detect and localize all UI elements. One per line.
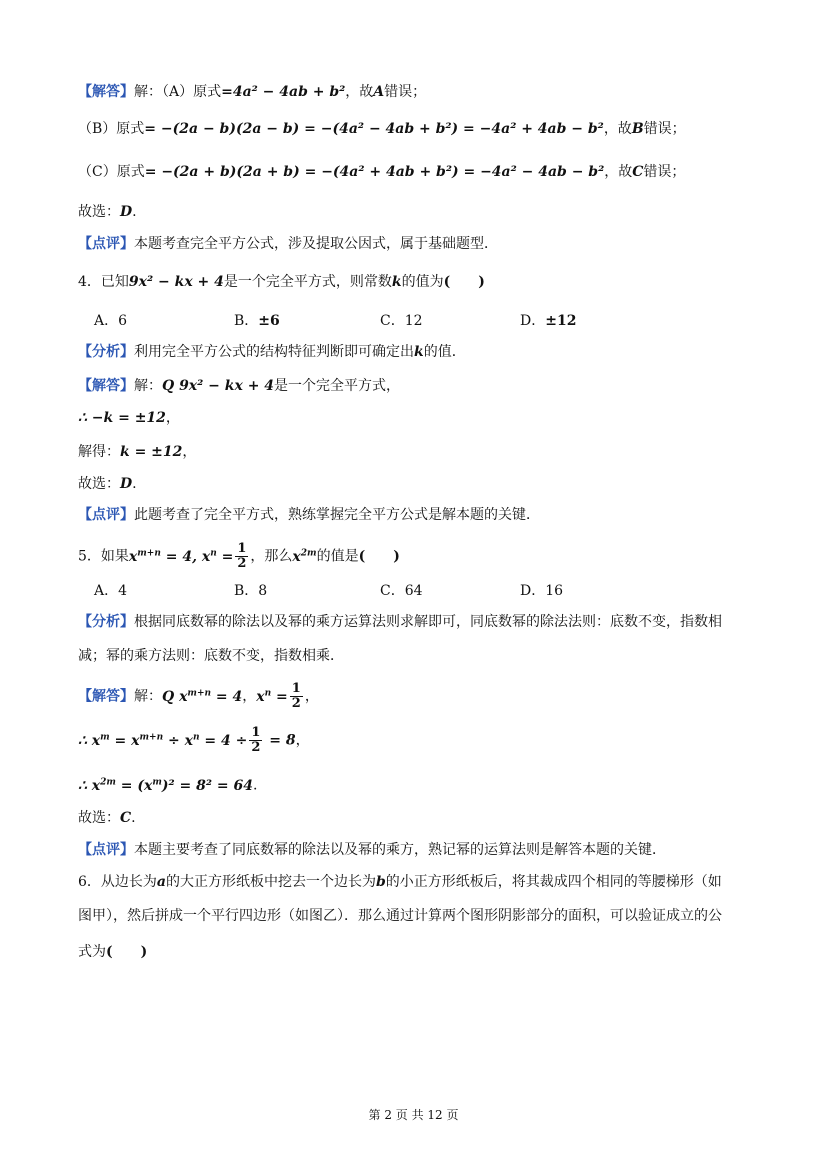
math-part: ÷ x [163, 732, 193, 749]
q5-option-c: C．64 [380, 583, 423, 599]
text: . [253, 777, 258, 794]
q5-option-a: A．4 [94, 583, 128, 599]
text: ，故 [603, 121, 632, 137]
answer-line-a [78, 82, 426, 102]
text: 故选： [78, 810, 120, 826]
math-variable: b [376, 874, 386, 890]
text: ，故 [345, 84, 374, 100]
math-part: x [128, 548, 138, 565]
math-variable: A [373, 84, 385, 100]
analysis-tag: 【分析】 [78, 344, 134, 360]
math-value: ±6 [258, 313, 280, 329]
text: 解： [134, 688, 162, 705]
math-variable: C [632, 164, 644, 180]
fraction [235, 542, 248, 571]
text: 故选： [78, 476, 120, 492]
text: D． [520, 313, 546, 329]
analysis-line [78, 342, 466, 362]
math-variable: k [391, 274, 402, 290]
fraction [249, 726, 262, 755]
denominator: 2 [237, 556, 247, 572]
step-line [78, 442, 196, 462]
numerator: 1 [251, 725, 261, 741]
text: 的值为 [401, 274, 444, 290]
text: 错误； [384, 84, 427, 100]
exponent: n [192, 732, 200, 742]
text: 根据同底数幂的除法以及幂的乘方运算法则求解即可，同底数幂的除法法则：底数不变，指数相 [134, 614, 722, 630]
denominator: 2 [291, 696, 301, 712]
text: ， [242, 688, 257, 705]
math-variable: C [120, 810, 132, 826]
text: 4．已知 [78, 274, 129, 290]
numerator: 1 [237, 541, 247, 557]
numerator: 1 [291, 681, 301, 697]
answer-line [78, 680, 319, 711]
math-variable: k [414, 344, 424, 360]
question-6 [78, 872, 722, 892]
comment-tag: 【点评】 [78, 507, 134, 523]
text: 本题主要考查了同底数幂的除法以及幂的乘方，熟记幂的运算法则是解答本题的关键． [134, 842, 666, 858]
text: 式为 [78, 944, 106, 960]
math-expression [78, 733, 247, 749]
q5-option-b: B．8 [234, 583, 268, 599]
denominator: 2 [251, 740, 261, 756]
math-expression: ∴ −k = ±12 [78, 410, 166, 426]
answer-paren: ( ) [106, 944, 148, 960]
exponent: m+n [139, 732, 164, 742]
text: 解： [134, 378, 162, 394]
text: ，那么 [250, 548, 293, 565]
text: 本题考查完全平方公式，涉及提取公因式，属于基础题型． [134, 236, 498, 252]
text: . [131, 810, 136, 826]
q5-option-d: D．16 [520, 583, 564, 599]
answer-tag: 【解答】 [78, 688, 134, 705]
text: 利用完全平方公式的结构特征判断即可确定出 [134, 344, 414, 360]
answer-paren: ( ) [443, 274, 485, 290]
math-variable: a [156, 874, 166, 890]
math-part: ∴ x [78, 777, 101, 794]
answer-paren: ( ) [358, 548, 400, 565]
analysis-line [78, 612, 722, 632]
text: （B）原式 [78, 121, 145, 137]
question-6-end [78, 942, 147, 962]
q4-option-b [234, 311, 280, 331]
step-line [78, 724, 310, 755]
math-part: = 4 [211, 688, 243, 705]
exponent: m [152, 777, 162, 787]
math-expression [162, 689, 242, 705]
text: ，故 [604, 164, 633, 180]
text: 错误； [643, 121, 686, 137]
math-expression: k = ±12 [120, 444, 183, 460]
math-part: )² = 8² = 64 [161, 777, 253, 794]
step-line [78, 408, 180, 428]
text: . [132, 476, 137, 492]
answer-tag: 【解答】 [78, 378, 134, 394]
math-expression [292, 549, 316, 565]
math-expression [78, 778, 253, 794]
text: ， [165, 410, 180, 426]
math-part: = 4, x [160, 548, 211, 565]
math-part: = [216, 548, 234, 565]
math-expression: = −(2a − b)(2a − b) = −(4a² − 4ab + b²) = −4a² + 4ab − b² [144, 121, 604, 137]
text: 是一个完全平方式， [274, 378, 401, 394]
step-line [78, 772, 257, 796]
math-expression: Q 9x² − kx + 4 [162, 378, 275, 394]
text: 6．从边长为 [78, 874, 157, 890]
exponent: 2m [300, 548, 317, 558]
math-part: ∴ x [78, 732, 101, 749]
text: ， [295, 732, 310, 749]
text: 是一个完全平方式，则常数 [223, 274, 392, 290]
exponent: n [210, 548, 217, 558]
text: 故选： [78, 204, 120, 220]
text: 的值． [423, 344, 466, 360]
text: B． [234, 313, 259, 329]
math-variable: D [120, 204, 133, 220]
question-5 [78, 540, 400, 571]
math-value: ±12 [545, 313, 577, 329]
question-4 [78, 272, 485, 292]
math-expression: 9x² − kx + 4 [128, 274, 224, 290]
answer-line [78, 376, 400, 396]
math-part: Q x [162, 688, 188, 705]
text: 此题考查了完全平方式，熟练掌握完全平方公式是解本题的关键． [134, 507, 540, 523]
text: 解：（A）原式 [134, 84, 222, 100]
math-part: = x [109, 732, 140, 749]
math-expression [129, 549, 233, 565]
exponent: n [264, 688, 272, 698]
math-part: = (x [115, 777, 153, 794]
text: 的值是 [316, 548, 359, 565]
text: ， [182, 444, 197, 460]
math-part: x [292, 548, 301, 565]
exponent: m+n [187, 688, 212, 698]
comment-tag: 【点评】 [78, 236, 134, 252]
text: 解得： [78, 444, 120, 460]
exponent: m [100, 732, 110, 742]
comment-line [78, 234, 498, 254]
comment-line [78, 840, 666, 860]
q4-option-d [520, 311, 576, 331]
choice-line [78, 808, 136, 828]
answer-tag: 【解答】 [78, 84, 134, 100]
math-variable: B [631, 121, 644, 137]
answer-line-b [78, 119, 686, 139]
question-6-cont: 图甲），然后拼成一个平行四边形（如图乙）．那么通过计算两个图形阴影部分的面积，可以验证成立的公 [78, 908, 722, 924]
answer-line-c [78, 162, 685, 182]
comment-tag: 【点评】 [78, 842, 134, 858]
math-part: = [271, 688, 288, 705]
text: ， [304, 688, 319, 705]
analysis-tag: 【分析】 [78, 614, 134, 630]
math-part: x [256, 688, 265, 705]
text: . [132, 204, 137, 220]
math-variable: D [120, 476, 133, 492]
fraction [290, 682, 303, 711]
text: 错误； [643, 164, 686, 180]
choice-line [78, 474, 137, 494]
exponent: m+n [137, 548, 161, 558]
exponent: 2m [100, 777, 116, 787]
q4-option-c: C．12 [380, 313, 423, 329]
q4-option-a: A．6 [94, 313, 128, 329]
text: 5．如果 [78, 548, 129, 565]
math-expression [256, 689, 288, 705]
comment-line [78, 505, 540, 525]
text: 的小正方形纸板后，将其裁成四个相同的等腰梯形（如 [385, 874, 722, 890]
choice-line [78, 202, 137, 222]
page-footer: 第 2 页 共 12 页 [368, 1108, 459, 1122]
math-expression: =4a² − 4ab + b² [221, 84, 346, 100]
text: 的大正方形纸板中挖去一个边长为 [166, 874, 376, 890]
math-expression: = −(2a + b)(2a + b) = −(4a² + 4ab + b²) = −4a² − 4ab − b² [144, 164, 605, 180]
math-part: = 8 [264, 732, 296, 749]
text: （C）原式 [78, 164, 145, 180]
math-part: = 4 ÷ [199, 732, 248, 749]
analysis-line-cont: 减；幂的乘方法则：底数不变，指数相乘． [78, 648, 344, 664]
